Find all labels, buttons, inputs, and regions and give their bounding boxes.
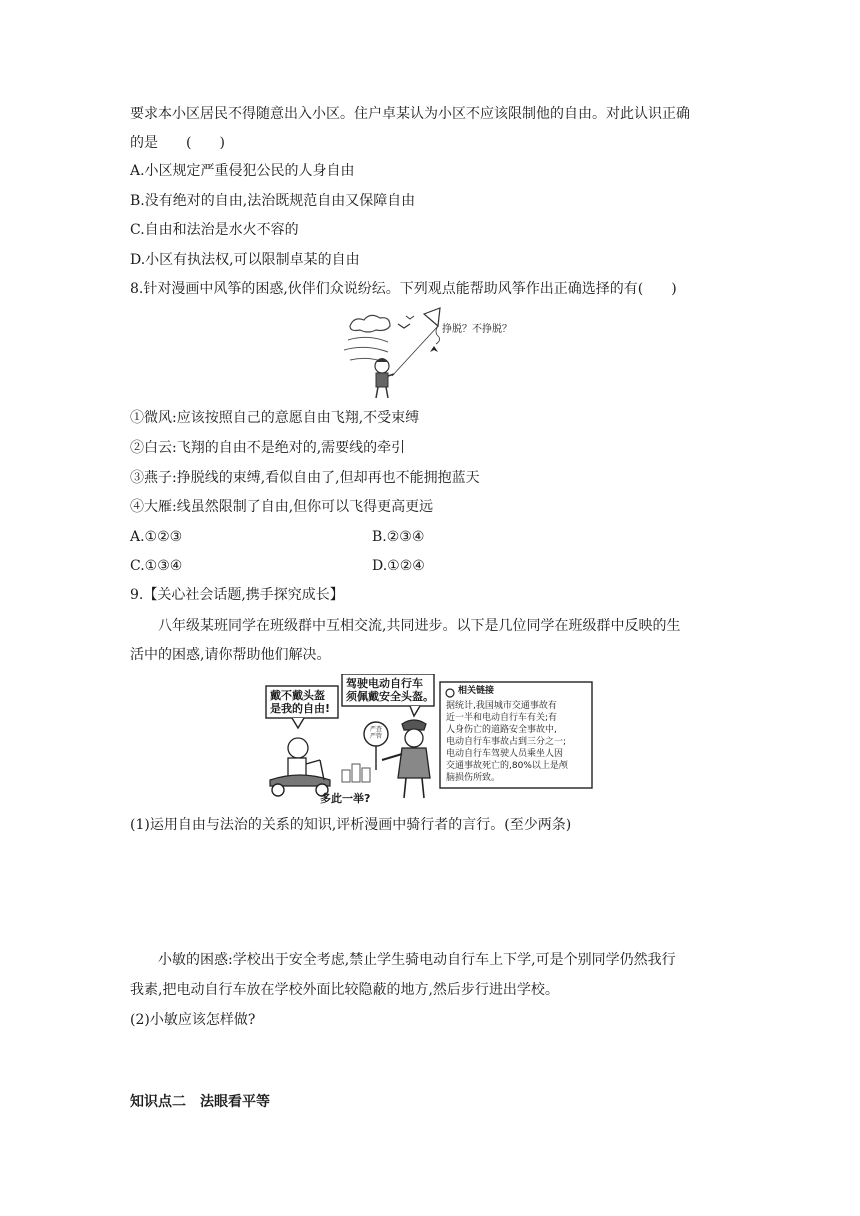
q8-statement-2: ②白云:飞翔的自由不是绝对的,需要线的牵引 [130, 440, 406, 456]
q8-option-c: C.①③④ [130, 558, 183, 574]
police-bubble-line-1: 驾驶电动自行车 [346, 677, 423, 690]
q7-option-d: D.小区有执法权,可以限制卓某的自由 [130, 252, 360, 268]
q9-paragraph-line-2: 我素,把电动自行车放在学校外面比较隐蔽的地方,然后步行进出学校。 [130, 982, 559, 998]
related-link-line: 近一半和电动自行车有关;有 [446, 713, 558, 723]
q8-statement-4: ④大雁:线虽然限制了自由,但你可以飞得更高更远 [130, 499, 434, 515]
q9-intro-line-2: 活中的困惑,请你帮助他们解决。 [130, 647, 331, 663]
q7-option-a: A.小区规定严重侵犯公民的人身自由 [130, 163, 355, 179]
related-link-line: 据统计,我国城市交通事故有 [446, 701, 557, 711]
related-link-line: 电动自行车驾驶人员乘坐人因 [446, 749, 564, 759]
wind-line [348, 337, 388, 342]
q7-stem-line-1: 要求本小区居民不得随意出入小区。住户卓某认为小区不应该限制他的自由。对此认识正确 [130, 106, 690, 122]
q7-option-b: B.没有绝对的自由,法治既规范自由又保障自由 [130, 193, 416, 209]
q9-sub-question-2: (2)小敏应该怎样做? [130, 1012, 256, 1028]
police-head [405, 729, 423, 747]
q8-option-b: B.②③④ [372, 529, 425, 545]
related-link-line: 人身伤亡的道路安全事故中, [446, 725, 557, 735]
rider-bubble-text [270, 689, 330, 715]
q9-title: 9.【关心社会话题,携手探究成长】 [130, 587, 344, 603]
sign-line-2: 严管 [369, 733, 382, 740]
cloud-icon [350, 315, 390, 332]
bird-icon [398, 324, 410, 328]
rider-bubble-line-1: 戴不戴头盔 [270, 689, 325, 702]
inspection-sign-text [368, 726, 384, 740]
q9-intro-line-1: 八年级某班同学在班级群中互相交流,共同进步。以下是几位同学在班级群中反映的生 [158, 618, 681, 634]
kite-icon [424, 308, 440, 326]
q9-paragraph-line-1: 小敏的困惑:学校出于安全考虑,禁止学生骑电动自行车上下学,可是个别同学仍然我行 [158, 952, 676, 968]
police-body [398, 748, 430, 778]
helmet-cartoon [262, 674, 596, 812]
sign-line-1: 严查 [369, 726, 382, 733]
related-link-title: 相关链接 [458, 686, 495, 696]
scooter-wheel [272, 784, 284, 796]
q7-stem-line-2: 的是 ( ) [130, 135, 225, 151]
kite-tail [436, 326, 440, 344]
related-link-line: 脑损伤所致。 [446, 773, 501, 783]
cartoon-caption: 多此一举? [320, 792, 371, 805]
q8-option-d: D.①②④ [372, 558, 425, 574]
q8-statement-3: ③燕子:挣脱线的束缚,看似自由了,但却再也不能拥抱蓝天 [130, 470, 480, 486]
q8-option-a: A.①②③ [130, 529, 183, 545]
kite-cartoon [340, 306, 540, 400]
q8-stem: 8.针对漫画中风筝的困惑,伙伴们众说纷纭。下列观点能帮助风筝作出正确选择的有( ) [130, 281, 677, 297]
related-link-body [446, 700, 568, 784]
police-bubble-text [346, 677, 434, 703]
rider-bubble-line-2: 是我的自由! [270, 702, 331, 715]
boy-body [376, 373, 388, 387]
wind-line [344, 347, 388, 352]
q9-sub-question-1: (1)运用自由与法治的关系的知识,评析漫画中骑行者的言行。(至少两条) [130, 817, 572, 833]
q8-statement-1: ①微风:应该按照自己的意愿自由飞翔,不受束缚 [130, 410, 420, 426]
bird-icon [406, 316, 414, 319]
kite-cartoon-drawing [340, 306, 540, 400]
section-heading: 知识点二 法眼看平等 [130, 1094, 270, 1110]
q7-option-c: C.自由和法治是水火不容的 [130, 222, 299, 238]
related-link-line: 电动自行车事故占到三分之一; [446, 737, 567, 747]
swallow-icon [430, 346, 438, 352]
police-bubble-line-2: 须佩戴安全头盔。 [346, 690, 434, 703]
kite-caption: 挣脱？不挣脱？ [442, 324, 512, 335]
rider-head [288, 738, 308, 758]
related-link-line: 交通事故死亡的,80%以上是颅 [446, 761, 568, 771]
